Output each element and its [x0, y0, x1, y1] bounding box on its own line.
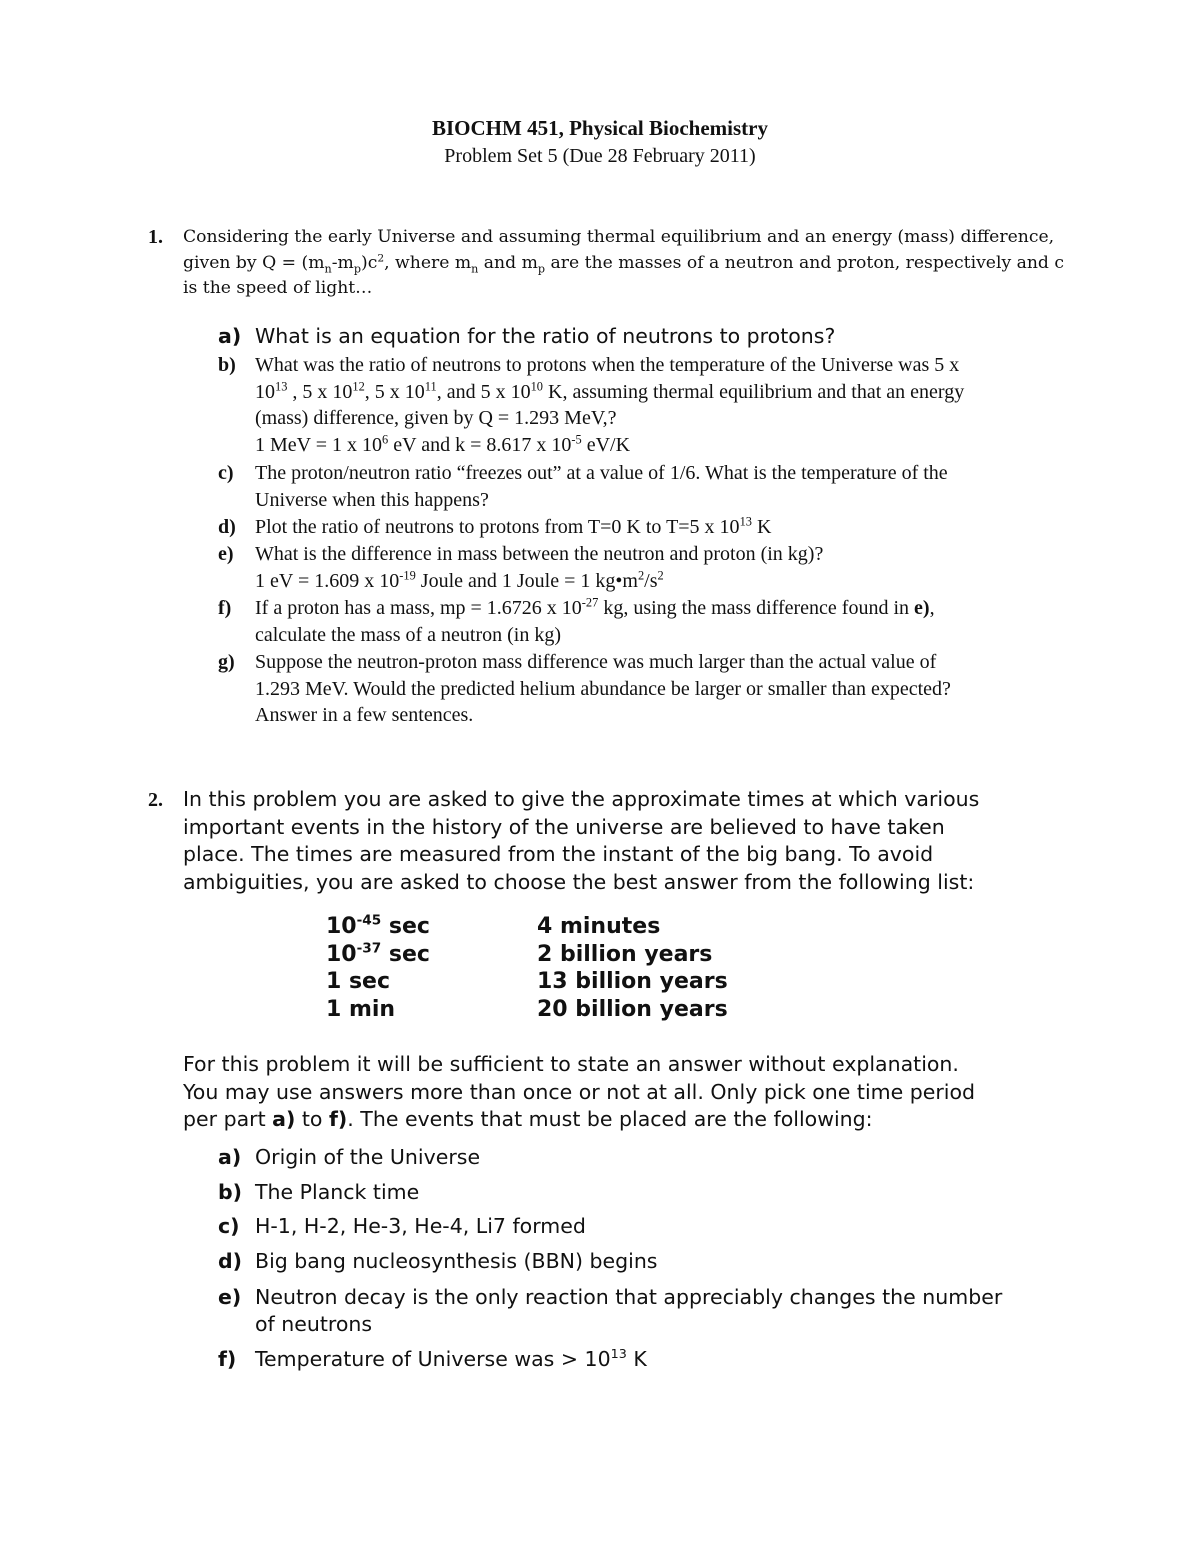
event-label: f) [218, 1347, 237, 1371]
problem-1-part-d [218, 514, 1118, 542]
event-label: a) [218, 1145, 242, 1169]
time-choice: 20 billion years [537, 996, 728, 1022]
event-d [218, 1248, 1118, 1276]
part-text: The proton/neutron ratio “freezes out” at a value of 1/6. What is the temperature of the Universe when this happens? [255, 462, 948, 511]
problem-1-part-g [218, 649, 1118, 731]
intro-line: In this problem you are asked to give the approximate times at which various [183, 787, 980, 811]
time-choices-col-1 [326, 913, 430, 1023]
part-text: Suppose the neutron-proton mass difference was much larger than the actual value of 1.293 MeV. Would the predicted helium abundance be larger or smaller than expected? Answer in a few sentences. [255, 651, 951, 726]
part-label: f) [218, 597, 232, 619]
part-text: What was the ratio of neutrons to protons when the temperature of the Universe was 5 x $10^{13}$ , 5 x $10^{12}$, 5 x $10^{11}$, and 5 x $10^{10}$ K, assuming thermal equilibrium and that an energy (mass) difference, given by Q = 1.293 MeV,? 1 MeV = 1 x $10^6$ eV and k = 8.617 x $10^{-5}$ eV/K [255, 354, 965, 456]
event-text: Origin of the Universe [255, 1145, 481, 1169]
event-text: H-1, H-2, He-3, He-4, Li7 formed [255, 1214, 586, 1238]
event-text: Neutron decay is the only reaction that appreciably changes the number of neutrons [255, 1285, 1003, 1336]
part-label: e) [218, 543, 234, 565]
problem-1-part-f [218, 595, 1118, 650]
intro-line: is the speed of light… [183, 278, 373, 298]
part-text: Plot the ratio of neutrons to protons from T=0 K to T=5 x $10^{13}$ K [255, 514, 772, 538]
event-a [218, 1144, 1118, 1172]
page-title: BIOCHM 451, Physical Biochemistry [432, 116, 768, 140]
part-label: b) [218, 354, 236, 376]
page-subtitle: Problem Set 5 (Due 28 February 2011) [444, 145, 756, 167]
part-label: a) [218, 324, 242, 348]
event-label: d) [218, 1249, 243, 1273]
event-c [218, 1213, 1118, 1241]
intro-line: given by $Q = (m_n-m_p)c^2$, where $m_n$ and $m_p$ are the masses of a neutron and proton, respectively and c [183, 250, 1065, 275]
event-text: Big bang nucleosynthesis (BBN) begins [255, 1249, 658, 1273]
time-choices-col-2 [537, 913, 728, 1023]
event-f [218, 1346, 1118, 1374]
event-b [218, 1179, 1118, 1207]
intro-line: ambiguities, you are asked to choose the best answer from the following list: [183, 869, 975, 894]
event-text: The Planck time [255, 1180, 420, 1204]
part-text: What is an equation for the ratio of neutrons to protons? [255, 324, 836, 348]
event-text: Temperature of Universe was > $10^{13}$ K [255, 1346, 647, 1371]
part-label: g) [218, 651, 235, 673]
time-choice: $10^{-45}$ sec [326, 912, 430, 939]
part-text: What is the difference in mass between the neutron and proton (in kg)? 1 eV = 1.609 x $10^{-19}$ Joule and 1 Joule = 1 $kg•m^2/s^2$ [255, 543, 824, 592]
time-choice: $10^{-37}$ sec [326, 940, 430, 967]
part-label: d) [218, 516, 236, 538]
time-choice: 2 billion years [537, 941, 713, 967]
problem-1-number: 1. [148, 226, 163, 248]
part-label: c) [218, 462, 234, 484]
intro-line: important events in the history of the universe are believed to have taken [183, 814, 945, 839]
intro-line: Considering the early Universe and assuming thermal equilibrium and an energy (mass) difference, [183, 227, 1055, 247]
event-e [218, 1284, 1118, 1340]
event-label: c) [218, 1214, 240, 1238]
time-choice: 13 billion years [537, 969, 728, 994]
problem-1-part-a [218, 324, 1118, 354]
problem-1-part-b [218, 352, 1118, 462]
problem-1-part-e [218, 541, 1118, 596]
event-label: e) [218, 1285, 242, 1309]
part-text: If a proton has a mass, mp = 1.6726 x $10^{-27}$ kg, using the mass difference found in e), calculate the mass of a neutron (in kg) [255, 595, 935, 646]
problem-2-intro [183, 786, 1083, 896]
problem-2-number: 2. [148, 789, 163, 811]
problem-2-instructions: For this problem it will be sufficient to state an answer without explanation. You may use answers more than once or not at all. Only pick one time period per part a) to f). The events that must be placed are the following: [183, 1052, 976, 1131]
problem-1-intro [183, 225, 1103, 302]
time-choice: 4 minutes [537, 914, 661, 939]
problem-1-part-c [218, 460, 1118, 515]
event-label: b) [218, 1180, 243, 1204]
time-choice: 1 sec [326, 969, 391, 994]
intro-line: place. The times are measured from the instant of the big bang. To avoid [183, 842, 934, 866]
time-choice: 1 min [326, 996, 396, 1022]
